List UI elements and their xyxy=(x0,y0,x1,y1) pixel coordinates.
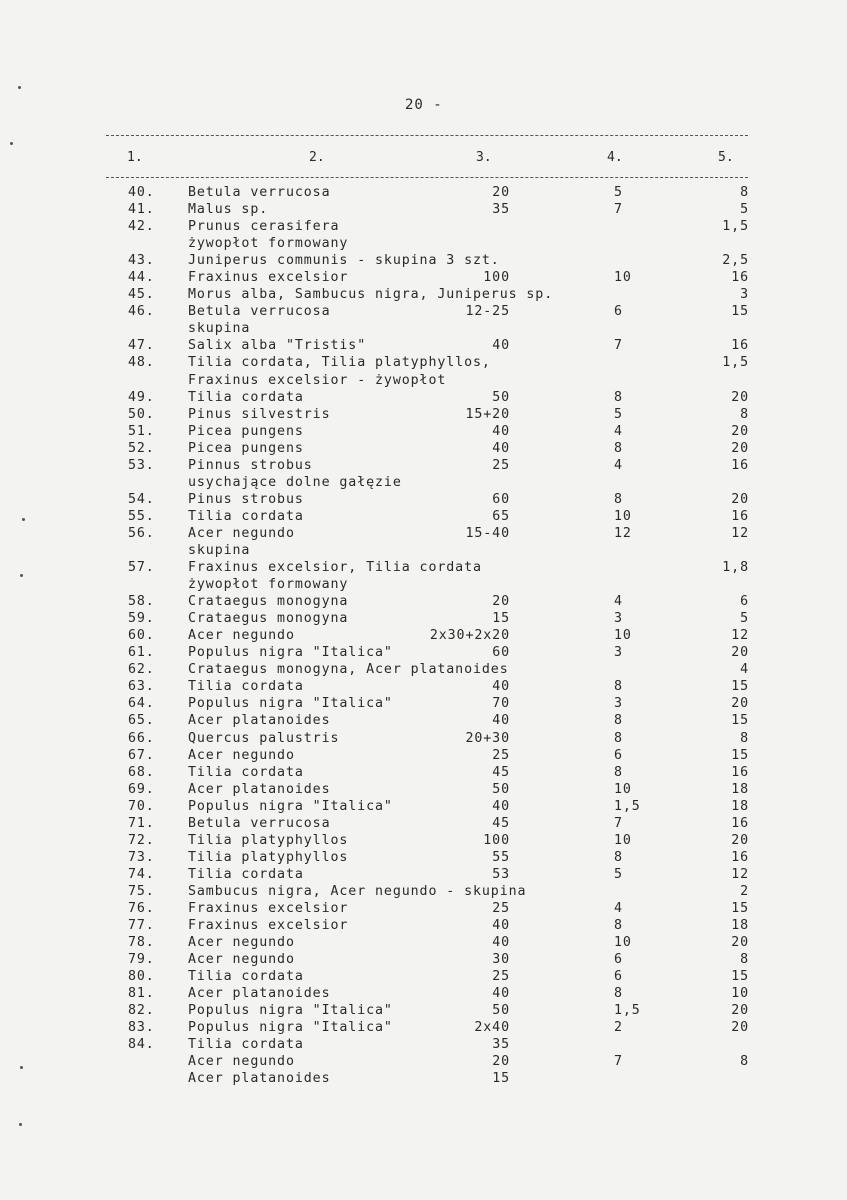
table-row xyxy=(0,731,847,748)
species-name: Crataegus monogyna xyxy=(188,611,349,627)
row-number: 70. xyxy=(128,798,155,814)
species-name: Populus nigra "Italica" xyxy=(188,1003,393,1019)
species-name: Betula verrucosa xyxy=(188,185,331,200)
col3-value: 40 xyxy=(492,440,510,456)
row-number: 62. xyxy=(128,662,155,678)
table-row xyxy=(0,543,847,560)
col5-value: 8 xyxy=(740,730,749,746)
col3-value: 25 xyxy=(492,969,510,985)
table-row xyxy=(0,765,847,782)
table-row xyxy=(0,475,847,492)
table-row xyxy=(0,338,847,355)
col4-value: 3 xyxy=(614,645,623,661)
col5-value: 15 xyxy=(731,969,749,985)
species-name: Morus alba, Sambucus nigra, Juniperus sp. xyxy=(188,287,554,303)
col4-value: 5 xyxy=(614,406,623,422)
col3-value: 40 xyxy=(492,713,510,729)
col5-value: 8 xyxy=(740,406,749,422)
species-name: Betula verrucosa xyxy=(188,815,331,831)
col4-value: 7 xyxy=(614,338,623,354)
top-rule xyxy=(106,135,748,136)
col5-value: 1,5 xyxy=(722,219,749,235)
table-row xyxy=(0,236,847,253)
col5-value: 2,5 xyxy=(722,253,749,269)
col3-value: 15+20 xyxy=(465,406,510,422)
species-name: Tilia cordata xyxy=(188,1037,304,1053)
table-row xyxy=(0,577,847,594)
col4-value: 3 xyxy=(614,611,623,627)
row-number: 46. xyxy=(128,304,155,320)
species-name: Betula verrucosa xyxy=(188,304,331,320)
row-number: 59. xyxy=(128,611,155,627)
scan-speck xyxy=(18,86,21,89)
col5-value: 16 xyxy=(731,457,749,473)
table-row xyxy=(0,969,847,986)
col4-value: 8 xyxy=(614,764,623,780)
col4-value: 7 xyxy=(614,1054,623,1070)
col5-value: 15 xyxy=(731,304,749,320)
col4-value: 10 xyxy=(614,935,632,951)
col5-value: 16 xyxy=(731,338,749,354)
row-number: 50. xyxy=(128,406,155,422)
col5-value: 20 xyxy=(731,440,749,456)
row-number: 54. xyxy=(128,491,155,507)
species-name: Tilia cordata xyxy=(188,764,304,780)
col5-value: 4 xyxy=(740,662,749,678)
row-number: 41. xyxy=(128,202,155,218)
row-number: 73. xyxy=(128,849,155,865)
species-name: Crataegus monogyna, Acer platanoides xyxy=(188,662,509,678)
table-row xyxy=(0,901,847,918)
col5-value: 8 xyxy=(740,1054,749,1070)
col5-value: 20 xyxy=(731,1003,749,1019)
col4-value: 8 xyxy=(614,918,623,934)
col3-value: 25 xyxy=(492,457,510,473)
col3-value: 53 xyxy=(492,866,510,882)
page-number: 20 - xyxy=(405,97,443,113)
species-name: Populus nigra "Italica" xyxy=(188,798,393,814)
col4-value: 5 xyxy=(614,866,623,882)
row-number: 63. xyxy=(128,679,155,695)
species-table xyxy=(0,185,847,1088)
col3-value: 60 xyxy=(492,491,510,507)
col3-value: 12-25 xyxy=(465,304,510,320)
col3-value: 100 xyxy=(483,832,510,848)
col4-value: 8 xyxy=(614,713,623,729)
col3-value: 45 xyxy=(492,815,510,831)
col4-value: 6 xyxy=(614,952,623,968)
col4-value: 7 xyxy=(614,202,623,218)
row-number: 53. xyxy=(128,457,155,473)
col5-value: 15 xyxy=(731,679,749,695)
table-row xyxy=(0,560,847,577)
col4-value: 4 xyxy=(614,594,623,610)
row-number: 55. xyxy=(128,508,155,524)
species-name: Acer negundo xyxy=(188,1054,295,1070)
species-name: Crataegus monogyna xyxy=(188,594,349,610)
col5-value: 15 xyxy=(731,900,749,916)
col4-value: 10 xyxy=(614,628,632,644)
row-number: 78. xyxy=(128,935,155,951)
col4-value: 8 xyxy=(614,679,623,695)
col4-value: 10 xyxy=(614,508,632,524)
table-row xyxy=(0,799,847,816)
col3-value: 40 xyxy=(492,423,510,439)
species-name: Fraxinus excelsior xyxy=(188,918,349,934)
table-row xyxy=(0,696,847,713)
row-number: 76. xyxy=(128,900,155,916)
col5-value: 20 xyxy=(731,645,749,661)
col4-value: 8 xyxy=(614,730,623,746)
row-number: 72. xyxy=(128,832,155,848)
species-name: Acer platanoides xyxy=(188,781,331,797)
species-name: Fraxinus excelsior - żywopłot xyxy=(188,372,447,388)
row-number: 67. xyxy=(128,747,155,763)
col5-value: 12 xyxy=(731,866,749,882)
species-name: Fraxinus excelsior xyxy=(188,900,349,916)
species-name: Tilia cordata, Tilia platyphyllos, xyxy=(188,355,491,371)
col4-value: 8 xyxy=(614,491,623,507)
species-name: Acer negundo xyxy=(188,628,295,644)
col4-value: 1,5 xyxy=(614,1003,641,1019)
table-row xyxy=(0,441,847,458)
species-name: Juniperus communis - skupina 3 szt. xyxy=(188,253,500,269)
table-row xyxy=(0,509,847,526)
col4-value: 2 xyxy=(614,1020,623,1036)
row-number: 84. xyxy=(128,1037,155,1053)
table-row xyxy=(0,1071,847,1088)
table-row xyxy=(0,458,847,475)
table-row xyxy=(0,748,847,765)
col5-value: 16 xyxy=(731,764,749,780)
col5-value: 20 xyxy=(731,935,749,951)
table-row xyxy=(0,355,847,372)
species-name: Prunus cerasifera xyxy=(188,219,340,235)
scan-speck xyxy=(10,142,13,145)
table-row xyxy=(0,407,847,424)
col3-value: 15-40 xyxy=(465,525,510,541)
species-name: Tilia cordata xyxy=(188,679,304,695)
scan-speck xyxy=(20,1066,23,1069)
col5-value: 20 xyxy=(731,1020,749,1036)
table-row xyxy=(0,611,847,628)
species-name: Malus sp. xyxy=(188,202,269,218)
col3-value: 100 xyxy=(483,270,510,286)
row-number: 74. xyxy=(128,866,155,882)
col5-value: 16 xyxy=(731,270,749,286)
col3-value: 70 xyxy=(492,696,510,712)
row-number: 77. xyxy=(128,918,155,934)
col5-value: 18 xyxy=(731,918,749,934)
species-name: Picea pungens xyxy=(188,423,304,439)
col3-value: 45 xyxy=(492,764,510,780)
table-row xyxy=(0,202,847,219)
species-name: Acer platanoides xyxy=(188,713,331,729)
table-row xyxy=(0,270,847,287)
row-number: 42. xyxy=(128,219,155,235)
table-row xyxy=(0,185,847,202)
table-row xyxy=(0,253,847,270)
table-row xyxy=(0,492,847,509)
table-row xyxy=(0,850,847,867)
col5-value: 10 xyxy=(731,986,749,1002)
table-row xyxy=(0,816,847,833)
col4-value: 8 xyxy=(614,849,623,865)
table-row xyxy=(0,1037,847,1054)
scan-speck xyxy=(20,574,23,577)
col3-value: 25 xyxy=(492,900,510,916)
row-number: 43. xyxy=(128,253,155,269)
species-name: Acer platanoides xyxy=(188,1071,331,1087)
col4-value: 6 xyxy=(614,304,623,320)
col4-value: 1,5 xyxy=(614,798,641,814)
col3-value: 30 xyxy=(492,952,510,968)
scan-speck xyxy=(22,518,25,521)
table-row xyxy=(0,287,847,304)
col5-value: 5 xyxy=(740,611,749,627)
species-name: Pinnus strobus xyxy=(188,457,313,473)
col3-value: 40 xyxy=(492,798,510,814)
species-name: Picea pungens xyxy=(188,440,304,456)
table-row xyxy=(0,867,847,884)
col4-value: 12 xyxy=(614,525,632,541)
scan-speck xyxy=(19,1123,22,1126)
col5-value: 16 xyxy=(731,815,749,831)
col3-value: 65 xyxy=(492,508,510,524)
row-number: 49. xyxy=(128,389,155,405)
col5-value: 20 xyxy=(731,389,749,405)
species-name: Acer negundo xyxy=(188,747,295,763)
species-name: skupina xyxy=(188,542,251,558)
row-number: 57. xyxy=(128,560,155,576)
col3-value: 55 xyxy=(492,849,510,865)
table-row xyxy=(0,594,847,611)
col3-value: 15 xyxy=(492,611,510,627)
col3-value: 20 xyxy=(492,185,510,200)
row-number: 52. xyxy=(128,440,155,456)
row-number: 71. xyxy=(128,815,155,831)
row-number: 82. xyxy=(128,1003,155,1019)
col5-value: 15 xyxy=(731,747,749,763)
col4-value: 6 xyxy=(614,969,623,985)
col4-value: 4 xyxy=(614,423,623,439)
row-number: 61. xyxy=(128,645,155,661)
table-row xyxy=(0,304,847,321)
species-name: Acer platanoides xyxy=(188,986,331,1002)
species-name: żywopłot formowany xyxy=(188,236,349,252)
col5-value: 20 xyxy=(731,491,749,507)
col3-value: 40 xyxy=(492,918,510,934)
row-number: 69. xyxy=(128,781,155,797)
table-row xyxy=(0,219,847,236)
species-name: Tilia cordata xyxy=(188,969,304,985)
table-row xyxy=(0,782,847,799)
col4-value: 6 xyxy=(614,747,623,763)
col-header-4: 4. xyxy=(607,150,623,165)
col5-value: 15 xyxy=(731,713,749,729)
col3-value: 40 xyxy=(492,679,510,695)
table-row xyxy=(0,321,847,338)
species-name: Salix alba "Tristis" xyxy=(188,338,367,354)
species-name: Tilia cordata xyxy=(188,389,304,405)
col3-value: 60 xyxy=(492,645,510,661)
col3-value: 50 xyxy=(492,389,510,405)
row-number: 80. xyxy=(128,969,155,985)
species-name: Tilia platyphyllos xyxy=(188,849,349,865)
col5-value: 5 xyxy=(740,202,749,218)
col3-value: 40 xyxy=(492,935,510,951)
col5-value: 8 xyxy=(740,952,749,968)
table-row xyxy=(0,918,847,935)
species-name: Fraxinus excelsior, Tilia cordata xyxy=(188,560,482,576)
col5-value: 8 xyxy=(740,185,749,200)
row-number: 79. xyxy=(128,952,155,968)
table-row xyxy=(0,645,847,662)
col3-value: 20+30 xyxy=(465,730,510,746)
col5-value: 3 xyxy=(740,287,749,303)
col3-value: 20 xyxy=(492,1054,510,1070)
species-name: Acer negundo xyxy=(188,525,295,541)
col4-value: 8 xyxy=(614,389,623,405)
row-number: 64. xyxy=(128,696,155,712)
species-name: Pinus strobus xyxy=(188,491,304,507)
col3-value: 40 xyxy=(492,986,510,1002)
col4-value: 10 xyxy=(614,781,632,797)
species-name: Sambucus nigra, Acer negundo - skupina xyxy=(188,883,527,899)
row-number: 48. xyxy=(128,355,155,371)
species-name: Quercus palustris xyxy=(188,730,340,746)
col5-value: 20 xyxy=(731,696,749,712)
col4-value: 5 xyxy=(614,185,623,200)
species-name: żywopłot formowany xyxy=(188,577,349,593)
col5-value: 20 xyxy=(731,832,749,848)
col3-value: 2x30+2x20 xyxy=(429,628,510,644)
species-name: Populus nigra "Italica" xyxy=(188,645,393,661)
row-number: 68. xyxy=(128,764,155,780)
table-row xyxy=(0,662,847,679)
table-row xyxy=(0,952,847,969)
col5-value: 18 xyxy=(731,781,749,797)
species-name: skupina xyxy=(188,321,251,337)
row-number: 66. xyxy=(128,730,155,746)
row-number: 75. xyxy=(128,883,155,899)
col-header-5: 5. xyxy=(718,150,734,165)
col4-value: 10 xyxy=(614,270,632,286)
table-row xyxy=(0,884,847,901)
col4-value: 4 xyxy=(614,900,623,916)
col5-value: 6 xyxy=(740,594,749,610)
col5-value: 1,8 xyxy=(722,560,749,576)
col5-value: 1,5 xyxy=(722,355,749,371)
col3-value: 35 xyxy=(492,202,510,218)
col3-value: 2x40 xyxy=(474,1020,510,1036)
table-row xyxy=(0,1020,847,1037)
col3-value: 20 xyxy=(492,594,510,610)
table-row xyxy=(0,833,847,850)
row-number: 60. xyxy=(128,628,155,644)
col5-value: 12 xyxy=(731,525,749,541)
species-name: usychające dolne gałęzie xyxy=(188,474,402,490)
row-number: 58. xyxy=(128,594,155,610)
col4-value: 10 xyxy=(614,832,632,848)
col3-value: 35 xyxy=(492,1037,510,1053)
table-row xyxy=(0,935,847,952)
table-row xyxy=(0,628,847,645)
col4-value: 3 xyxy=(614,696,623,712)
col-header-2: 2. xyxy=(309,150,325,165)
col4-value: 8 xyxy=(614,440,623,456)
species-name: Tilia cordata xyxy=(188,508,304,524)
col-header-1: 1. xyxy=(127,150,143,165)
col5-value: 20 xyxy=(731,423,749,439)
col3-value: 25 xyxy=(492,747,510,763)
row-number: 81. xyxy=(128,986,155,1002)
table-row xyxy=(0,373,847,390)
col-header-3: 3. xyxy=(476,150,492,165)
species-name: Tilia cordata xyxy=(188,866,304,882)
table-row xyxy=(0,424,847,441)
table-row xyxy=(0,986,847,1003)
table-row xyxy=(0,526,847,543)
row-number: 56. xyxy=(128,525,155,541)
species-name: Fraxinus excelsior xyxy=(188,270,349,286)
species-name: Pinus silvestris xyxy=(188,406,331,422)
species-name: Populus nigra "Italica" xyxy=(188,696,393,712)
row-number: 51. xyxy=(128,423,155,439)
col5-value: 2 xyxy=(740,883,749,899)
species-name: Acer negundo xyxy=(188,935,295,951)
col5-value: 18 xyxy=(731,798,749,814)
col5-value: 12 xyxy=(731,628,749,644)
row-number: 83. xyxy=(128,1020,155,1036)
col5-value: 16 xyxy=(731,508,749,524)
species-name: Tilia platyphyllos xyxy=(188,832,349,848)
row-number: 65. xyxy=(128,713,155,729)
row-number: 47. xyxy=(128,338,155,354)
col3-value: 50 xyxy=(492,1003,510,1019)
species-name: Acer negundo xyxy=(188,952,295,968)
col4-value: 7 xyxy=(614,815,623,831)
row-number: 44. xyxy=(128,270,155,286)
col3-value: 50 xyxy=(492,781,510,797)
table-row xyxy=(0,1003,847,1020)
row-number: 40. xyxy=(128,185,155,200)
table-row xyxy=(0,1054,847,1071)
col4-value: 4 xyxy=(614,457,623,473)
col3-value: 15 xyxy=(492,1071,510,1087)
table-row xyxy=(0,679,847,696)
col3-value: 40 xyxy=(492,338,510,354)
table-row xyxy=(0,390,847,407)
row-number: 45. xyxy=(128,287,155,303)
header-rule xyxy=(106,177,748,178)
table-row xyxy=(0,713,847,730)
col5-value: 16 xyxy=(731,849,749,865)
col4-value: 8 xyxy=(614,986,623,1002)
species-name: Populus nigra "Italica" xyxy=(188,1020,393,1036)
